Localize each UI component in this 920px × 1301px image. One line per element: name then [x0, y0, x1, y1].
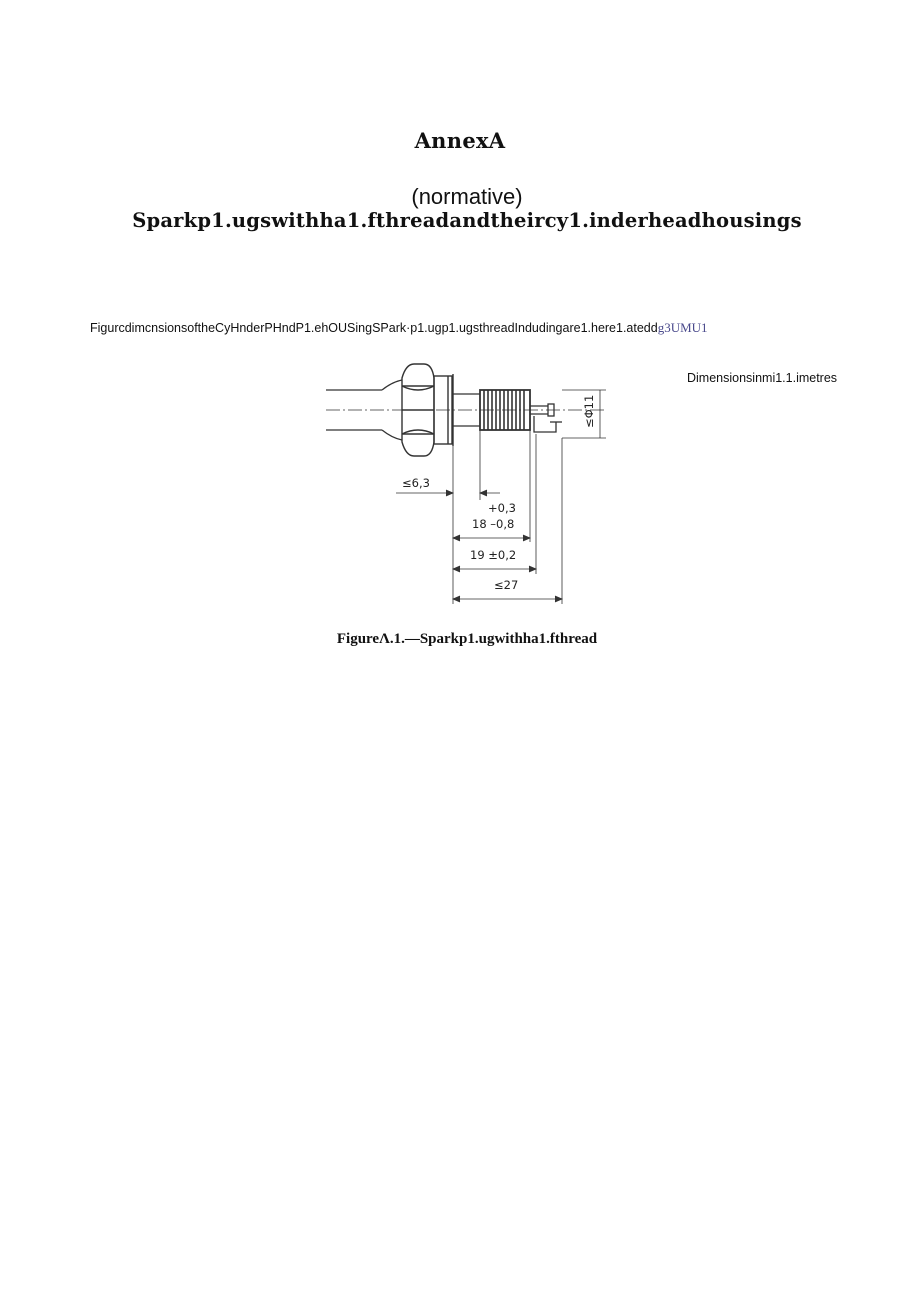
- figure-intro-tail: g3UMU1: [657, 320, 708, 335]
- annex-heading: Sparkp1.ugswithha1.fthreadandtheircy1.inderheadhousings: [132, 209, 802, 232]
- dim-overhang-label: ≤6,3: [402, 476, 430, 490]
- annex-title: AnnexA: [414, 128, 506, 153]
- figure-intro-text: [90, 320, 708, 336]
- dim-total-length-label: ≤27: [494, 578, 519, 592]
- spark-plug-drawing: [322, 360, 612, 610]
- plug-electrode: [530, 404, 562, 432]
- dim-thread-length: [453, 535, 530, 541]
- dim-body-length-label: 19 ±0,2: [470, 548, 517, 562]
- annex-status: (normative): [411, 184, 523, 209]
- dim-thread-length-label: 18 –0,8: [472, 517, 515, 531]
- plug-hex-nut: [402, 364, 434, 456]
- dim-diameter-label: ≤Φ11: [582, 394, 596, 428]
- dim-total-length: [453, 596, 562, 602]
- figure-caption: FigureΛ.1.—Sparkp1.ugwithha1.fthread: [336, 631, 598, 647]
- units-note: Dimensionsinmi1.1.imetres: [687, 371, 838, 385]
- dim-body-length: [453, 566, 536, 572]
- figure-intro-main: Figurcdimcnsionsofthe​CyHnderPHndP1.ehOUSingSPark·p1.ugp1.ugsthreadIndudingare1.here1.atedd: [90, 321, 658, 335]
- dim-overhang: [396, 490, 500, 496]
- dim-tol-upper-label: +0,3: [488, 501, 516, 515]
